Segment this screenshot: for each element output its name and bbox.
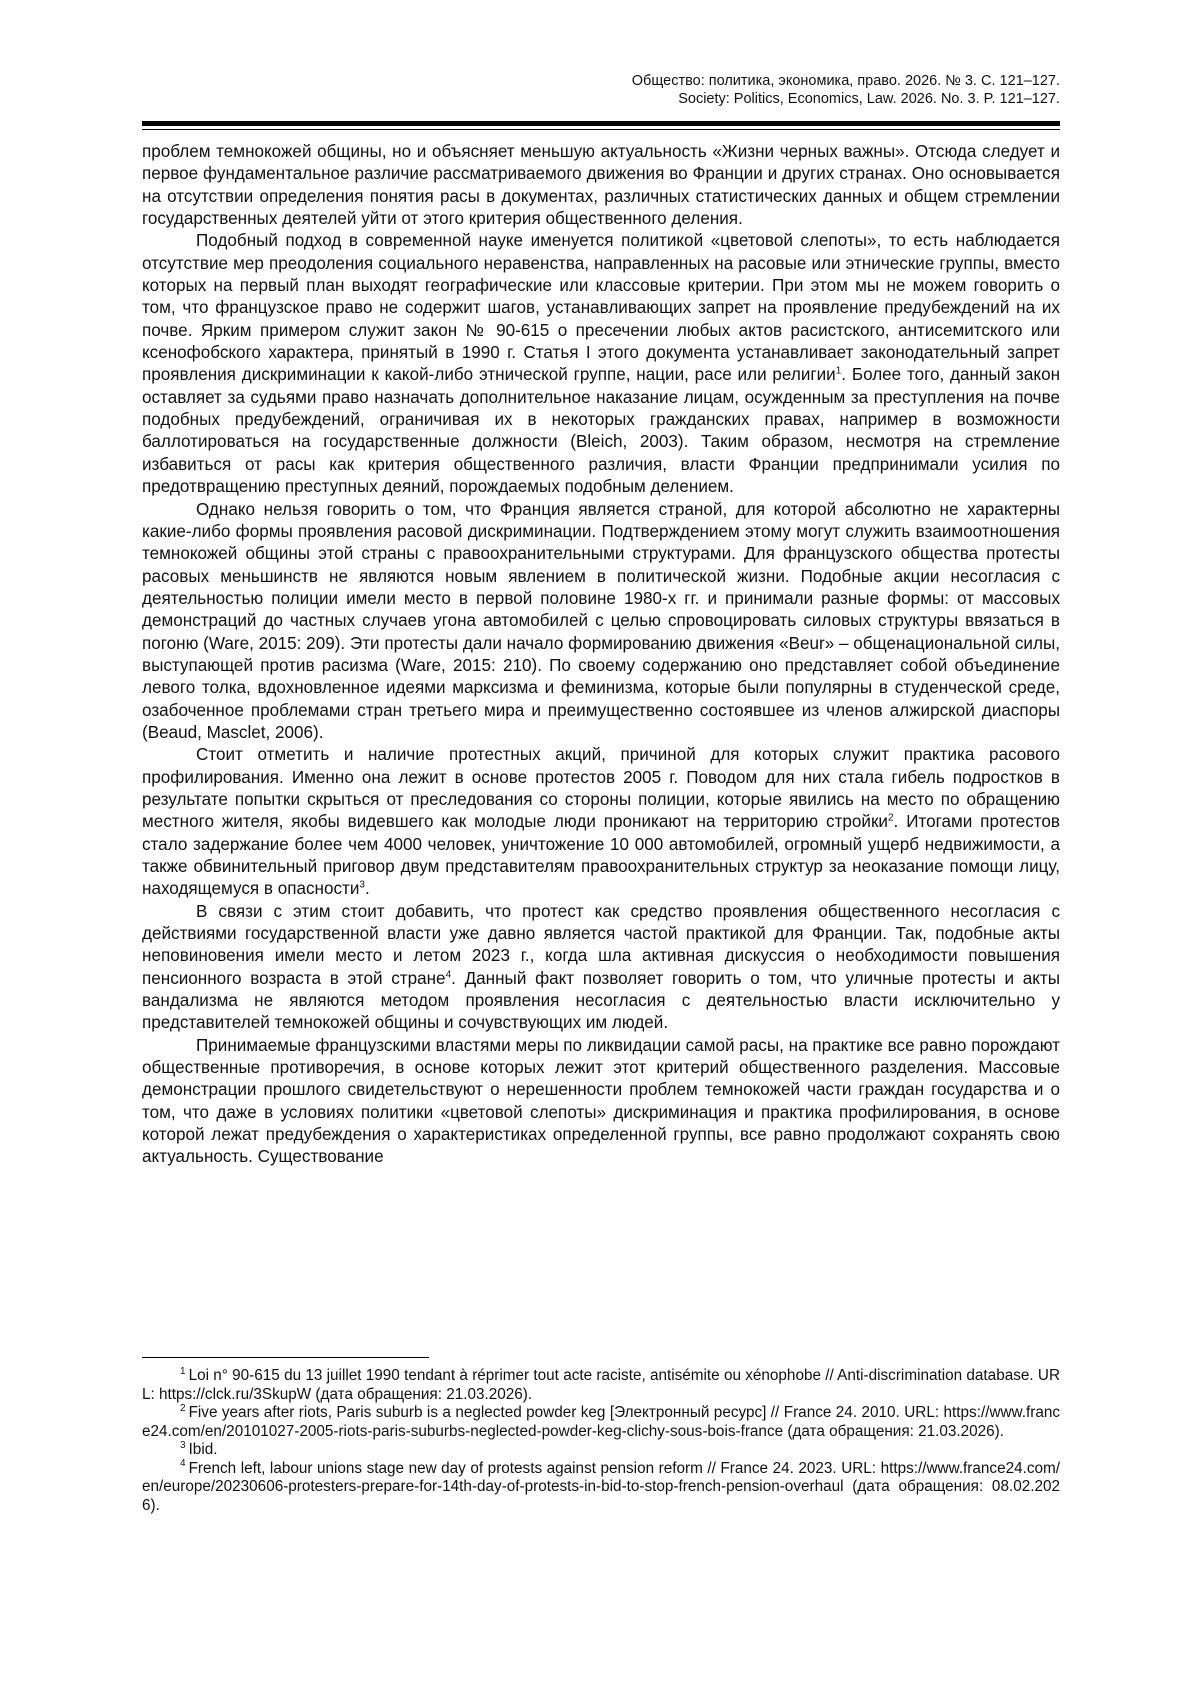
paragraph-4-text-b: . Итогами протестов стало задержание более чем 4000 человек, уничтожение 10 000 автомобилей, огромный ущерб недвижимости, а также обвинительный приговор двум представителям правоохранительных структур за неоказание помощи лицу, находящемуся в опасности [142, 812, 1060, 899]
paragraph-5-text-b: . Данный факт позволяет говорить о том, что уличные протесты и акты вандализма не являются методом проявления несогласия с деятельностью власти исключительно у представителей темнокожей общины и сочувствующих им людей. [142, 968, 1060, 1033]
paragraph-3: Однако нельзя говорить о том, что Франция является страной, для которой абсолютно не характерны какие-либо формы проявления расовой дискриминации. Подтверждением этому могут служить взаимоотношения темнокожей общины этой страны с правоохранительными структурами. Для французского общества протесты расовых меньшинств не являются новым явлением в политической жизни. Подобные акции несогласия с деятельностью полиции имели место в первой половине 1980-х гг. и принимали разные формы: от массовых демонстраций до частных случаев угона автомобилей с целью спровоцировать силовых структуры ввязаться в погоню (Ware, 2015: 209). Эти протесты дали начало формированию движения «Beur» – общенациональной силы, выступающей против расизма (Ware, 2015: 210). По своему содержанию оно представляет собой объединение левого толка, вдохновленное идеями марксизма и феминизма, которые были популярны в студенческой среде, озабоченное проблемами стран третьего мира и преимущественно состоявшее из членов алжирской диаспоры (Beaud, Masclet, 2006). [142, 499, 1060, 742]
footnote-1 [142, 1367, 1060, 1404]
footnote-1-text: Loi n° 90-615 du 13 juillet 1990 tendant à réprimer tout acte raciste, antisémite ou xénophobe // Anti-discrimination database. URL: https://clck.ru/3SkupW (дата обращения: 21.03.2026). [142, 1367, 1060, 1403]
running-header-ru: Общество: политика, экономика, право. 2026. № 3. С. 121–127. [631, 73, 1060, 89]
header-rule-thin [142, 129, 1060, 130]
footnotes [142, 1367, 1060, 1515]
paragraph-4-text-a: Стоит отметить и наличие протестных акций, причиной для которых служит практика расового профилирования. Именно она лежит в основе протестов 2005 г. Поводом для них стала гибель подростков в результате попытки скрыться от преследования со стороны полиции, которые явились на место по обращению местного жителя, якобы видевшего как молодые люди проникают на территорию стройки [142, 745, 1060, 832]
paragraph-4-text-c: . [364, 879, 370, 899]
paragraph-2-text-b: . Более того, данный закон оставляет за судьями право назначать дополнительное наказание лицам, осужденным за преступления на почве подобных предубеждений, ограничивая их в некоторых гражданских правах, например в возможности баллотироваться на государственные должности (Bleich, 2003). Таким образом, несмотря на стремление избавиться от расы как критерия общественного различия, власти Франции предпринимали усилия по предотвращению преступных деяний, порождаемых подобным делением. [142, 365, 1061, 497]
footnote-3 [142, 1441, 1060, 1460]
footnote-2-text: Five years after riots, Paris suburb is a neglected powder keg [Электронный ресурс] // France 24. 2010. URL: https://www.france24.com/en/20101027-2005-riots-paris-suburbs-neglected-powder-keg-clichy-sous-bois-france (дата обращения: 21.03.2026). [142, 1404, 1060, 1440]
footnote-3-text: Ibid. [188, 1441, 218, 1458]
footnote-1-mark: 1 [180, 1365, 186, 1377]
footnote-2 [142, 1404, 1060, 1441]
header-rule-thick [142, 121, 1060, 126]
running-header-en: Society: Politics, Economics, Law. 2026. No. 3. P. 121–127. [678, 91, 1060, 107]
running-header [160, 72, 1060, 108]
paragraph-6: Принимаемые французскими властями меры по ликвидации самой расы, на практике все равно порождают общественные противоречия, в основе которых лежит этот критерий общественного разделения. Массовые демонстрации прошлого свидетельствуют о нерешенности проблем темнокожей части граждан государства и о том, что даже в условиях политики «цветовой слепоты» дискриминация и практика профилирования, в основе которой лежат предубеждения о характеристиках определенной группы, все равно продолжают сохранять свою актуальность. Существование [142, 1035, 1060, 1167]
paragraph-2-text-a: Подобный подход в современной науке именуется политикой «цветовой слепоты», то есть наблюдается отсутствие мер преодоления социального неравенства, направленных на расовые или этнические группы, вместо которых на первый план выходят географические или классовые критерии. При этом мы не можем говорить о том, что французское право не содержит шагов, устанавливающих запрет на проявление предубеждений на их почве. Ярким примером служит закон № 90-615 о пресечении любых актов расистского, антисемитского или ксенофобского характера, принятый в 1990 г. Статья I этого документа устанавливает законодательный запрет проявления дискриминации к какой-либо этнической группе, нации, расе или религии [142, 231, 1060, 385]
article-body [142, 141, 1060, 1169]
footnote-3-mark: 3 [180, 1439, 186, 1451]
footnote-4-text: French left, labour unions stage new day of protests against pension reform // France 24. 2023. URL: https://www.france24.com/en/europe/20230606-protesters-prepare-for-14th-day-of-protests-in-bid-to-stop-french-pension-overhaul (дата обращения: 08.02.2026). [142, 1459, 1060, 1514]
footnote-2-mark: 2 [180, 1402, 186, 1414]
paragraph-2 [142, 230, 1060, 498]
footnote-separator [142, 1357, 429, 1358]
paragraph-4 [142, 744, 1060, 900]
footnote-ref-1[interactable]: 1 [835, 365, 842, 377]
footnote-4-mark: 4 [180, 1458, 186, 1470]
footnote-4 [142, 1460, 1060, 1516]
footnote-ref-4[interactable]: 4 [445, 969, 452, 981]
paragraph-5 [142, 901, 1060, 1035]
footnote-ref-3[interactable]: 3 [359, 879, 365, 891]
paragraph-5-text-a: В связи с этим стоит добавить, что протест как средство проявления общественного несогласия с действиями государственной власти уже давно является частой практикой для Франции. Так, подобные акты неповиновения имели место и летом 2023 г., когда шла активная дискуссия о необходимости повышения пенсионного возраста в этой стране [142, 901, 1060, 988]
paragraph-1: проблем темнокожей общины, но и объясняет меньшую актуальность «Жизни черных важны». Отсюда следует и первое фундаментальное различие рассматриваемого движения во Франции и других странах. Оно основывается на отсутствии определения понятия расы в документах, различных статистических данных и общем стремлении государственных деятелей уйти от этого критерия общественного деления. [142, 142, 1060, 229]
footnote-ref-2[interactable]: 2 [887, 812, 894, 824]
